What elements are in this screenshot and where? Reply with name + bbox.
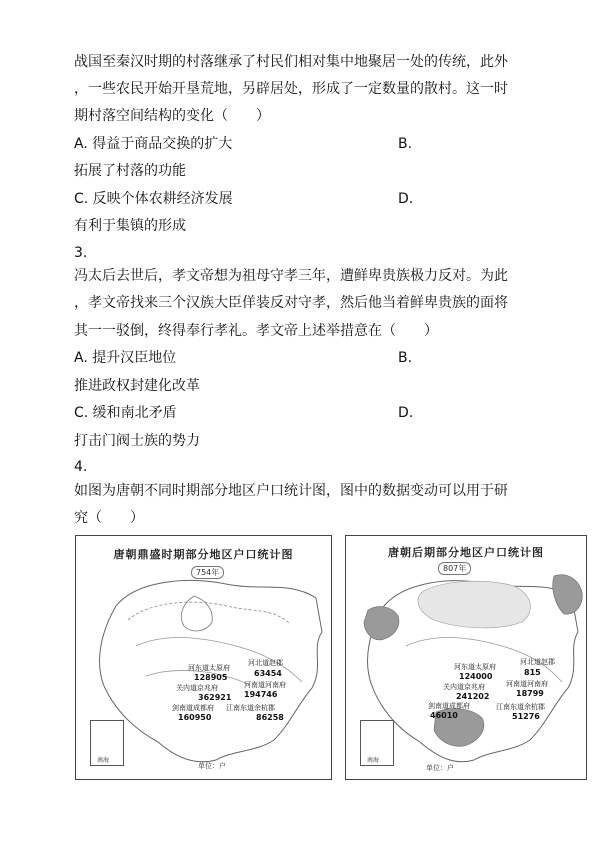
q3-stem-line-2: ，孝文帝找来三个汉族大臣佯装反对守孝，然后他当着鲜卑贵族的面将 [74, 295, 508, 311]
q4-stem-line-1: 如图为唐朝不同时期部分地区户口统计图，图中的数据变动可以用于研 [74, 483, 508, 499]
map-1-region-value: 86258 [256, 713, 284, 722]
map-1-region-name: 河东道太原府 [188, 664, 230, 672]
q3-option-c: C. 缓和南北矛盾 [74, 405, 177, 421]
map-tang-peak [75, 535, 332, 780]
map-1-region-name: 河南道河南府 [244, 681, 286, 689]
q2-stem-line-2: ，一些农民开始开垦荒地，另辟居处，形成了一定数量的散村。这一时 [74, 81, 508, 97]
map-2-region-name: 河南道河南府 [506, 680, 548, 688]
map-2-region-name: 剑南道成都府 [428, 702, 470, 710]
q3-option-a: A. 提升汉臣地位 [74, 350, 177, 366]
q3-option-d-text: 打击门阀士族的势力 [74, 433, 200, 449]
map-1-inset-label: 南海 [97, 757, 110, 764]
map-2-title: 唐朝后期部分地区户口统计图 [388, 546, 544, 559]
map-2-region-name: 河东道太原府 [454, 663, 496, 671]
map-1-region-name: 剑南道成都府 [172, 704, 214, 712]
map-1-south-sea-inset [90, 720, 124, 766]
map-1-title: 唐朝鼎盛时期部分地区户口统计图 [113, 548, 294, 561]
q3-number: 3. [74, 245, 88, 261]
map-2-region-value: 124000 [459, 672, 493, 681]
q2-option-a: A. 得益于商品交换的扩大 [74, 136, 233, 152]
map-2-region-name: 河北道赵郡 [520, 658, 555, 666]
map-1-unit: 单位：户 [198, 762, 226, 770]
map-2-region-value: 241202 [456, 692, 490, 701]
map-1-region-value: 362921 [198, 693, 232, 702]
map-1-region-value: 128905 [194, 673, 228, 682]
q3-option-d-label: D. [398, 405, 414, 421]
map-1-region-value: 160950 [178, 713, 212, 722]
map-1-region-name: 关内道京兆府 [176, 684, 218, 692]
map-2-year: 807年 [438, 562, 471, 575]
q3-stem-line-1: 冯太后去世后，孝文帝想为祖母守孝三年，遭鲜卑贵族极力反对。为此 [74, 268, 508, 284]
map-2-region-value: 18799 [516, 689, 544, 698]
q2-stem-line-3: 期村落空间结构的变化（ ） [74, 108, 270, 124]
map-1-region-name: 河北道赵郡 [248, 659, 283, 667]
map-tang-late [345, 535, 587, 780]
map-2-unit: 单位：户 [426, 764, 454, 772]
q2-option-b-text: 拓展了村落的功能 [74, 163, 186, 179]
map-2-south-sea-inset [360, 720, 394, 766]
map-2-region-name: 江南东道余杭郡 [496, 703, 545, 711]
map-2-region-value: 46010 [430, 711, 458, 720]
q2-option-c: C. 反映个体农耕经济发展 [74, 191, 233, 207]
q3-stem-line-3: 其一一驳倒，终得奉行孝礼。孝文帝上述举措意在（ ） [74, 323, 438, 339]
q2-option-d-text: 有利于集镇的形成 [74, 218, 186, 234]
q2-stem-line-1: 战国至秦汉时期的村落继承了村民们相对集中地聚居一处的传统，此外 [74, 54, 508, 70]
map-1-year: 754年 [191, 566, 224, 579]
q2-option-b-label: B. [398, 136, 413, 152]
q3-option-b-text: 推进政权封建化改革 [74, 378, 200, 394]
q3-option-b-label: B. [398, 350, 413, 366]
map-2-region-name: 关内道京兆府 [443, 683, 485, 691]
map-1-region-value: 63454 [254, 669, 282, 678]
map-2-region-value: 815 [524, 668, 541, 677]
map-1-region-name: 江南东道余杭郡 [226, 704, 275, 712]
q2-option-d-label: D. [398, 191, 414, 207]
q4-number: 4. [74, 459, 88, 475]
map-1-region-value: 194746 [244, 690, 278, 699]
map-2-region-value: 51276 [512, 712, 540, 721]
q4-stem-line-2: 究（ ） [74, 510, 144, 526]
map-2-inset-label: 南海 [367, 757, 380, 764]
